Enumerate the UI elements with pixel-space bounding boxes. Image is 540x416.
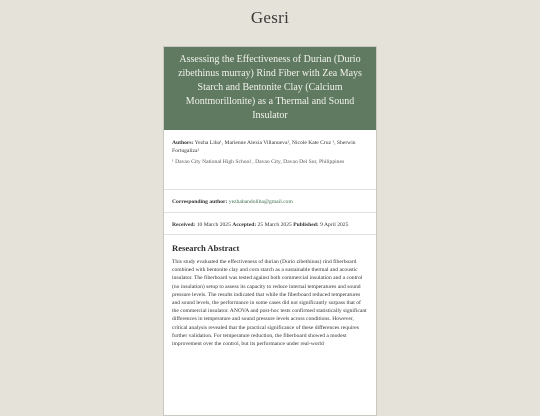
accepted-date: 25 March 2025 — [257, 222, 292, 228]
corresponding-email-link[interactable]: yezhabandoliba@gmail.com — [228, 199, 293, 205]
corresponding-label: Corresponding author: — [172, 199, 228, 205]
site-title[interactable]: Gesri — [250, 8, 290, 27]
received-date: 10 March 2025 — [196, 222, 231, 228]
authors-list: Yezha Liba¹, Marienne Alexia Villanueva¹, Nicole Kate Cruz ¹, Sherwin Fortugaliza¹ — [172, 140, 356, 154]
abstract-section — [164, 235, 376, 354]
accepted-label: Accepted: — [232, 222, 257, 228]
dates-section — [164, 213, 376, 235]
article-title: Assessing the Effectiveness of Durian (Durio zibethinus murray) Rind Fiber with Zea Mays Starch and Bentonite Clay (Calcium Montmorillonite) as a Thermal and Sound Insulator — [178, 54, 362, 121]
article-title-banner — [164, 47, 376, 130]
abstract-text: This study evaluated the effectiveness of durian (Durio zibethinus) rind fiberboard combined with bentonite clay and corn starch as a sustainable thermal and acoustic insulator. The fiberboard was tested against both commercial insulation and a control (no insulation) setup to assess its capacity to reduce internal temperatures and sound pressure levels. The results indicated that while the fiberboard reduced temperatures and sound levels, the performance in some cases did not significantly surpass that of the commercial insulator. ANOVA and post-hoc tests confirmed statistically significant differences in temperature and sound pressure levels across conditions. However, critical analysis revealed that the practical significance of these differences requires further validation. For temperature reduction, the fiberboard showed a modest improvement over the control, but its performance under real-world — [172, 259, 367, 348]
article-card — [163, 46, 377, 416]
published-date: 9 April 2025 — [320, 222, 349, 228]
abstract-heading: Research Abstract — [172, 243, 240, 253]
authors-label: Authors: — [172, 140, 194, 146]
affiliation: ¹ Davao City National High School , Davao City, Davao Del Sur, Philippines — [172, 159, 345, 165]
published-label: Published: — [293, 222, 319, 228]
received-label: Received: — [172, 222, 196, 228]
corresponding-section — [164, 190, 376, 213]
authors-section — [164, 130, 376, 190]
